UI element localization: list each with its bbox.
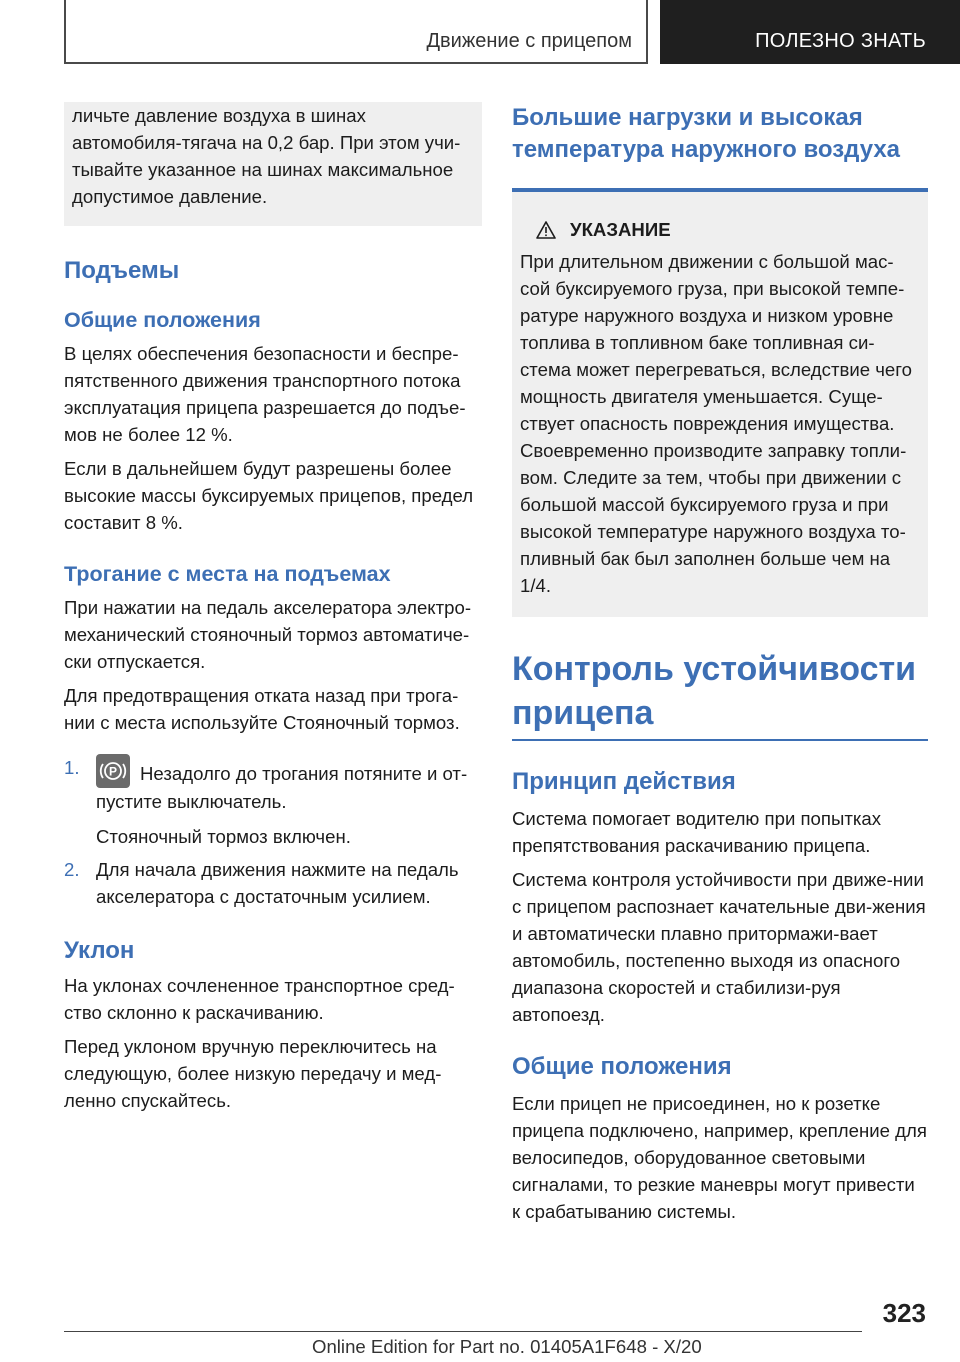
lifts-general-heading: Общие положения <box>64 308 261 332</box>
warning-text: При длительном движении с большой мас-сой буксируемого груза, при высокой темпе-ратуре наружного воздуха и низком уровне топлива в топливном баке топливная си-стема может перегреваться, вследствие чего мощность двигателя уменьшается. Суще-ствует опасность повреждения имущества. Своевременно производите заправку топли-вом. Следите за тем, чтобы при движении с большой массой буксируемого груза и при высокой температуре наружного воздуха то-пливный бак был заполнен больше чем на 1/4. <box>520 251 912 596</box>
warning-label: УКАЗАНИЕ <box>570 219 671 240</box>
principle-heading: Принцип действия <box>512 768 736 795</box>
tire-pressure-text: личьте давление воздуха в шинах автомобиля-тягача на 0,2 бар. При этом учи-тывайте указанное на шинах максимальное допустимое давление. <box>72 105 461 207</box>
step-2 <box>64 856 482 910</box>
right-column <box>512 102 928 1232</box>
header-chapter-title: ПОЛЕЗНО ЗНАТЬ <box>755 30 926 52</box>
hill-start-p2: Для предотвращения отката назад при трога-нии с места используйте Стояночный тормоз. <box>64 685 460 733</box>
step-2-text: Для начала движения нажмите на педаль акселератора с достаточным усилием. <box>96 859 459 907</box>
page-number: 323 <box>882 1298 926 1328</box>
slope-p2: Перед уклоном вручную переключитесь на следующую, более низкую передачу и мед-ленно спускайтесь. <box>64 1036 442 1111</box>
lifts-heading: Подъемы <box>64 257 180 284</box>
parking-brake-icon <box>96 754 130 788</box>
header-chapter-tab <box>660 0 960 64</box>
lifts-general-p2: Если в дальнейшем будут разрешены более высокие массы буксируемых прицепов, предел составит 8 %. <box>64 458 474 533</box>
warning-triangle-icon <box>536 221 556 239</box>
step-1-text: Незадолго до трогания потяните и от-пустите выключатель. <box>96 763 468 812</box>
heavy-loads-heading: Большие нагрузки и высокая температура наружного воздуха <box>512 104 901 163</box>
step-number: 2. <box>64 859 80 880</box>
footer-rule <box>64 1331 862 1332</box>
heading-rule <box>512 739 928 741</box>
lifts-general-p1: В целях обеспечения безопасности и беспре-пятственного движения транспортного потока эксплуатация прицепа разрешается до подъе-мов не более 12 %. <box>64 343 466 445</box>
stability-general-heading: Общие положения <box>512 1053 732 1080</box>
step-1 <box>64 754 482 850</box>
step-number: 1. <box>64 757 80 778</box>
warning-box <box>512 188 928 617</box>
header-section-tab <box>64 0 648 64</box>
slope-heading: Уклон <box>64 937 135 964</box>
principle-p2: Система контроля устойчивости при движе-нии с прицепом распознает качательные дви-жения и автоматически плавно притормажи-вает автомобиль, постепенно выходя из опасного диапазона скоростей и стабилизи-руя автопоезд. <box>512 869 926 1025</box>
svg-text:P: P <box>108 764 118 779</box>
stability-general-p1: Если прицеп не присоединен, но к розетке прицепа подключено, например, крепление для велосипедов, оборудованное световыми сигналами, то резкие маневры могут привести к срабатыванию системы. <box>512 1093 927 1222</box>
left-column <box>64 102 482 1121</box>
hill-start-steps <box>64 754 482 910</box>
header-section-title: Движение с прицепом <box>426 30 632 52</box>
footer-edition: Online Edition for Part no. 01405A1F648 - X/20 <box>312 1336 702 1357</box>
principle-p1: Система помогает водителю при попытках препятствования раскачиванию прицепа. <box>512 808 882 856</box>
tire-pressure-box <box>64 102 482 226</box>
slope-p1: На уклонах сочлененное транспортное сред-ство склонно к раскачиванию. <box>64 975 455 1023</box>
hill-start-heading: Трогание с места на подъемах <box>64 562 391 586</box>
hill-start-p1: При нажатии на педаль акселератора электро-механический стояночный тормоз автоматиче-ски отпускается. <box>64 597 472 672</box>
trailer-stability-heading: Контроль устойчивости прицепа <box>512 650 917 732</box>
step-1-result: Стояночный тормоз включен. <box>96 826 351 847</box>
